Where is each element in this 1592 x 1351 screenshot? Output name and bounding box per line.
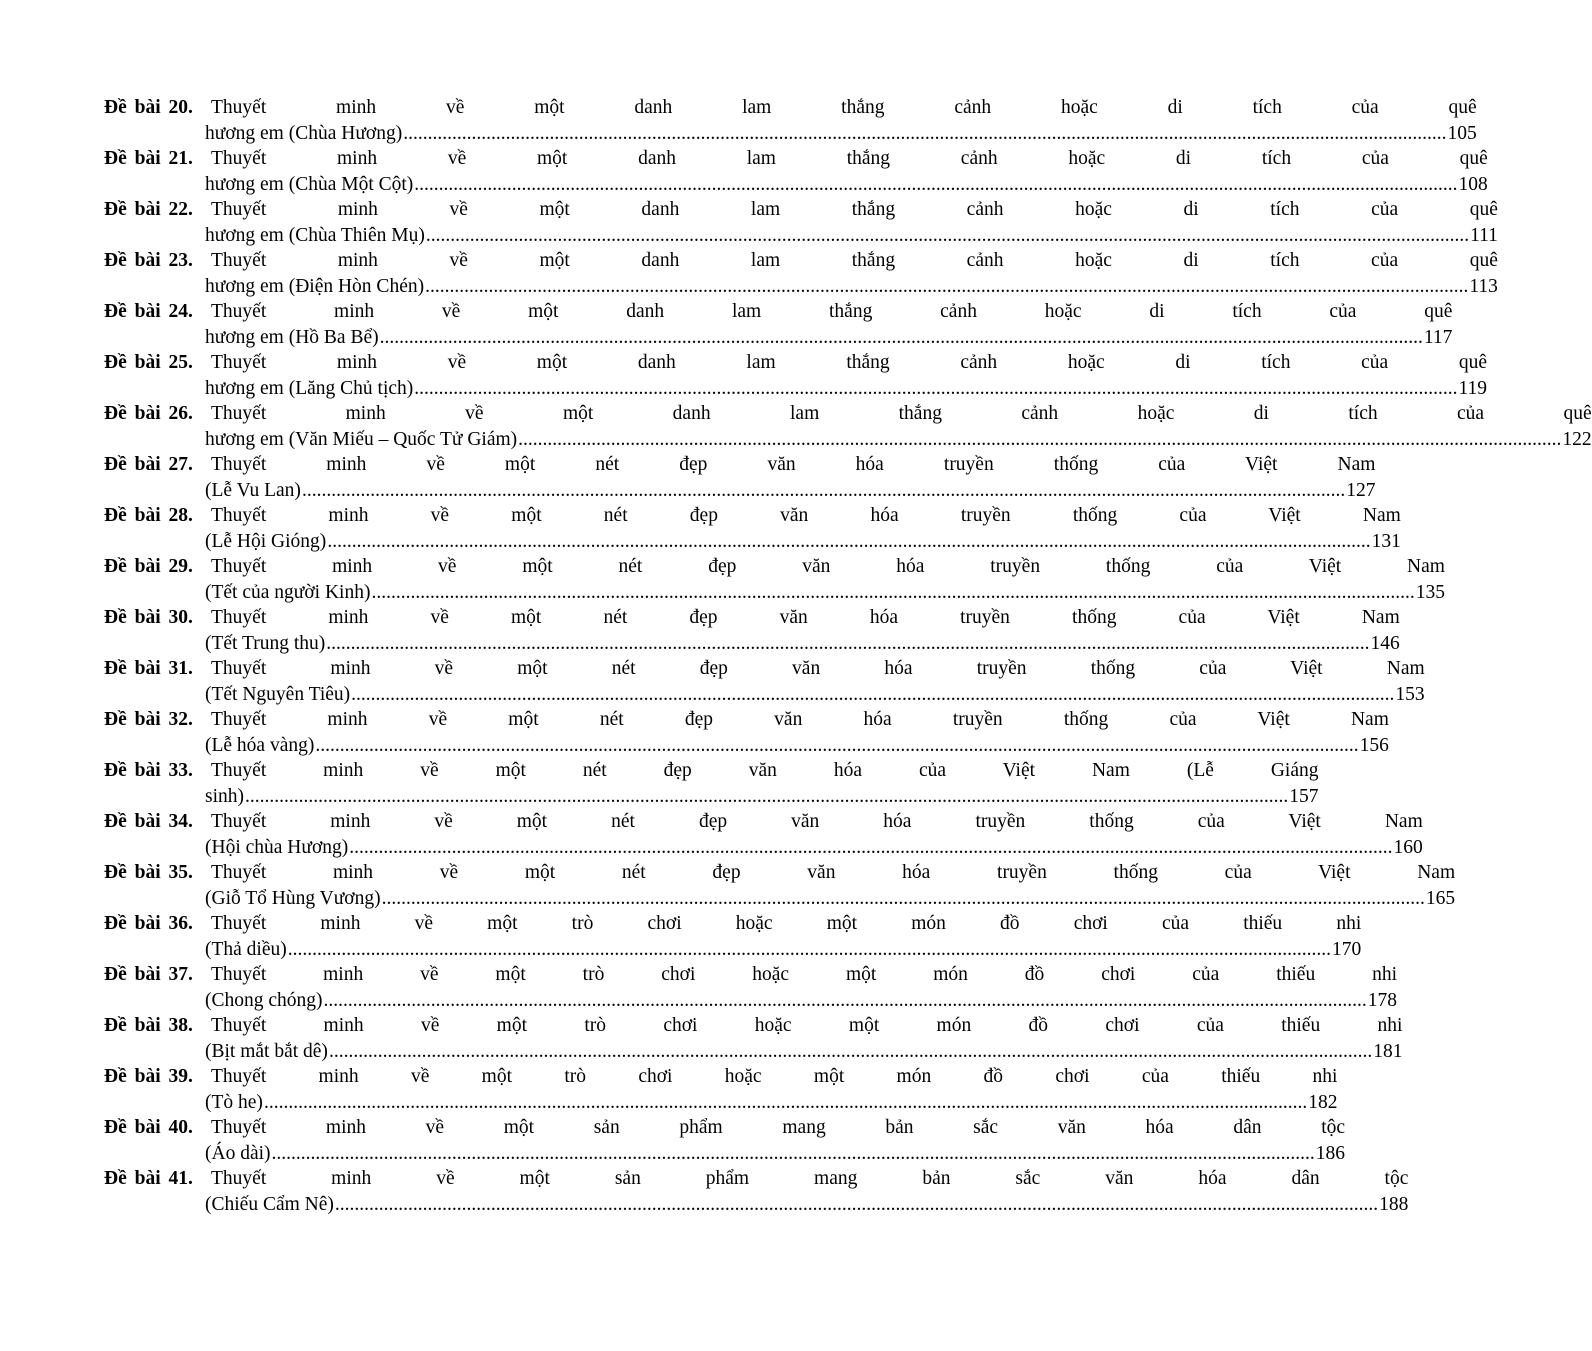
entry-title-rest: (Chong chóng)	[205, 989, 323, 1011]
page-number: 178	[1367, 989, 1398, 1011]
entry-label: Đề bài 39.	[104, 1066, 193, 1087]
entry-label: Đề bài 28.	[104, 505, 193, 526]
toc-entry	[104, 1166, 1409, 1217]
page-number: 181	[1373, 1040, 1403, 1062]
entry-title-first-line: Thuyết minh về một nét đẹp văn hóa truyền thống của Việt Nam	[211, 811, 1423, 832]
dot-leader	[326, 631, 1369, 657]
entry-title-first-line: Thuyết minh về một nét đẹp văn hóa truyền thống của Việt Nam	[211, 658, 1425, 679]
entry-title-first-line: Thuyết minh về một trò chơi hoặc một món đồ chơi của thiếu nhi	[211, 913, 1362, 934]
dot-leader	[414, 376, 1457, 402]
dot-leader	[380, 325, 1423, 351]
entry-second-line	[205, 274, 1498, 300]
entry-second-line	[205, 121, 1477, 147]
toc-entry	[104, 860, 1456, 911]
entry-title-first-line: Thuyết minh về một trò chơi hoặc một món đồ chơi của thiếu nhi	[211, 964, 1398, 985]
page-number: 127	[1346, 479, 1376, 501]
entry-title-first-line: Thuyết minh về một danh lam thắng cảnh hoặc di tích của quê	[211, 250, 1498, 271]
entry-title-first-line: Thuyết minh về một danh lam thắng cảnh hoặc di tích của quê	[211, 199, 1498, 220]
dot-leader	[351, 682, 1394, 708]
toc-entry	[104, 299, 1453, 350]
dot-leader	[329, 1039, 1372, 1065]
entry-label: Đề bài 34.	[104, 811, 193, 832]
toc-entry	[104, 350, 1488, 401]
entry-second-line	[205, 478, 1375, 504]
dot-leader	[302, 478, 1345, 504]
entry-second-line	[205, 1039, 1402, 1065]
entry-second-line	[205, 325, 1452, 351]
entry-title-first-line: Thuyết minh về một danh lam thắng cảnh hoặc di tích của quê	[211, 403, 1592, 424]
toc-entry	[104, 707, 1389, 758]
entry-title-rest: (Giỗ Tổ Hùng Vương)	[205, 887, 381, 909]
toc-entry	[104, 503, 1401, 554]
entry-second-line	[205, 682, 1425, 708]
entry-label: Đề bài 41.	[104, 1168, 193, 1189]
entry-title-first-line: Thuyết minh về một nét đẹp văn hóa truyền thống của Việt Nam	[211, 505, 1401, 526]
dot-leader	[315, 733, 1358, 759]
toc-entry	[104, 197, 1498, 248]
entry-label: Đề bài 26.	[104, 403, 193, 424]
dot-leader	[382, 886, 1425, 912]
entry-label: Đề bài 40.	[104, 1117, 193, 1138]
entry-second-line	[205, 580, 1445, 606]
entry-title-rest: hương em (Hồ Ba Bể)	[205, 326, 379, 348]
entry-label: Đề bài 38.	[104, 1015, 193, 1036]
dot-leader	[414, 172, 1457, 198]
page-number: 186	[1315, 1142, 1346, 1164]
entry-second-line	[205, 835, 1423, 861]
entry-second-line	[205, 631, 1400, 657]
dot-leader	[335, 1192, 1378, 1218]
entry-title-first-line: Thuyết minh về một danh lam thắng cảnh hoặc di tích của quê	[211, 352, 1488, 373]
entry-title-first-line: Thuyết minh về một nét đẹp văn hóa truyền thống của Việt Nam	[211, 862, 1456, 883]
entry-title-rest: (Tết Nguyên Tiêu)	[205, 683, 351, 705]
entry-title-first-line: Thuyết minh về một danh lam thắng cảnh hoặc di tích của quê	[211, 148, 1488, 169]
entry-label: Đề bài 32.	[104, 709, 193, 730]
entry-second-line	[205, 733, 1389, 759]
entry-label: Đề bài 29.	[104, 556, 193, 577]
entry-title-first-line: Thuyết minh về một nét đẹp văn hóa của Việt Nam (Lễ Giáng	[211, 760, 1319, 781]
entry-title-first-line: Thuyết minh về một nét đẹp văn hóa truyền thống của Việt Nam	[211, 556, 1445, 577]
entry-label: Đề bài 23.	[104, 250, 193, 271]
page-number: 122	[1562, 428, 1592, 450]
page-number: 182	[1308, 1091, 1338, 1113]
page-number: 119	[1458, 377, 1488, 399]
entry-title-first-line: Thuyết minh về một nét đẹp văn hóa truyền thống của Việt Nam	[211, 454, 1376, 475]
page-number: 188	[1379, 1193, 1409, 1215]
entry-label: Đề bài 21.	[104, 148, 193, 169]
toc-entry	[104, 1013, 1403, 1064]
page-number: 153	[1395, 683, 1425, 705]
page-number: 165	[1425, 887, 1456, 909]
entry-title-rest: sinh)	[205, 785, 244, 807]
page-number: 131	[1371, 530, 1401, 552]
entry-title-rest: (Áo dài)	[205, 1142, 271, 1164]
toc-entry	[104, 962, 1398, 1013]
toc-entry	[104, 1064, 1338, 1115]
entry-title-rest: hương em (Chùa Hương)	[205, 122, 403, 144]
entry-title-rest: (Lễ hóa vàng)	[205, 734, 315, 756]
entry-title-first-line: Thuyết minh về một sản phẩm mang bản sắc văn hóa dân tộc	[211, 1168, 1409, 1189]
dot-leader	[349, 835, 1392, 861]
dot-leader	[425, 274, 1468, 300]
entry-title-first-line: Thuyết minh về một danh lam thắng cảnh hoặc di tích của quê	[211, 97, 1477, 118]
entry-label: Đề bài 37.	[104, 964, 193, 985]
entry-label: Đề bài 36.	[104, 913, 193, 934]
dot-leader	[245, 784, 1288, 810]
entry-title-first-line: Thuyết minh về một nét đẹp văn hóa truyền thống của Việt Nam	[211, 607, 1400, 628]
toc-entry	[104, 656, 1425, 707]
entry-label: Đề bài 22.	[104, 199, 193, 220]
entry-label: Đề bài 20.	[104, 97, 193, 118]
entry-title-rest: (Thả diều)	[205, 938, 287, 960]
dot-leader	[426, 223, 1469, 249]
entry-label: Đề bài 31.	[104, 658, 193, 679]
entry-title-rest: (Lễ Hội Gióng)	[205, 530, 327, 552]
dot-leader	[518, 427, 1561, 453]
entry-title-rest: (Tò he)	[205, 1091, 263, 1113]
entry-second-line	[205, 376, 1487, 402]
entry-title-rest: hương em (Văn Miếu – Quốc Tử Giám)	[205, 428, 518, 450]
entry-title-first-line: Thuyết minh về một trò chơi hoặc một món đồ chơi của thiếu nhi	[211, 1015, 1403, 1036]
entry-title-first-line: Thuyết minh về một trò chơi hoặc một món đồ chơi của thiếu nhi	[211, 1066, 1338, 1087]
entry-label: Đề bài 30.	[104, 607, 193, 628]
entry-second-line	[205, 988, 1397, 1014]
dot-leader	[403, 121, 1446, 147]
toc-entry	[104, 554, 1445, 605]
entry-second-line	[205, 784, 1319, 810]
page-number: 146	[1370, 632, 1400, 654]
entry-title-first-line: Thuyết minh về một nét đẹp văn hóa truyền thống của Việt Nam	[211, 709, 1389, 730]
entry-second-line	[205, 1090, 1337, 1116]
entry-title-rest: (Hội chùa Hương)	[205, 836, 349, 858]
page-number: 111	[1470, 224, 1498, 246]
entry-title-rest: (Bịt mắt bắt dê)	[205, 1040, 328, 1062]
entry-label: Đề bài 24.	[104, 301, 193, 322]
entry-title-rest: hương em (Lăng Chủ tịch)	[205, 377, 414, 399]
toc-entry	[104, 758, 1319, 809]
toc-entry	[104, 248, 1498, 299]
page-number: 170	[1332, 938, 1362, 960]
table-of-contents	[104, 95, 1592, 1217]
toc-entry	[104, 146, 1488, 197]
entry-label: Đề bài 33.	[104, 760, 193, 781]
entry-second-line	[205, 886, 1455, 912]
entry-second-line	[205, 1141, 1345, 1167]
page-number: 117	[1423, 326, 1453, 348]
entry-title-rest: (Tết của người Kinh)	[205, 581, 371, 603]
entry-label: Đề bài 27.	[104, 454, 193, 475]
entry-second-line	[205, 172, 1488, 198]
entry-title-rest: (Lễ Vu Lan)	[205, 479, 301, 501]
entry-title-rest: (Tết Trung thu)	[205, 632, 326, 654]
entry-title-rest: hương em (Chùa Một Cột)	[205, 173, 414, 195]
entry-label: Đề bài 25.	[104, 352, 193, 373]
entry-second-line	[205, 937, 1361, 963]
toc-entry	[104, 1115, 1346, 1166]
toc-entry	[104, 401, 1592, 452]
page-number: 156	[1359, 734, 1389, 756]
entry-title-rest: hương em (Điện Hòn Chén)	[205, 275, 425, 297]
dot-leader	[272, 1141, 1315, 1167]
dot-leader	[264, 1090, 1307, 1116]
entry-title-first-line: Thuyết minh về một sản phẩm mang bản sắc văn hóa dân tộc	[211, 1117, 1346, 1138]
dot-leader	[288, 937, 1331, 963]
toc-entry	[104, 911, 1362, 962]
dot-leader	[327, 529, 1370, 555]
entry-label: Đề bài 35.	[104, 862, 193, 883]
toc-entry	[104, 809, 1423, 860]
entry-second-line	[205, 1192, 1408, 1218]
entry-title-rest: (Chiếu Cẩm Nê)	[205, 1193, 334, 1215]
dot-leader	[324, 988, 1367, 1014]
entry-second-line	[205, 529, 1401, 555]
toc-entry	[104, 452, 1376, 503]
toc-entry	[104, 605, 1400, 656]
page-number: 135	[1415, 581, 1445, 603]
entry-second-line	[205, 223, 1498, 249]
page-number: 108	[1458, 173, 1488, 195]
page-number: 105	[1447, 122, 1477, 144]
toc-entry	[104, 95, 1477, 146]
dot-leader	[371, 580, 1414, 606]
page-number: 113	[1469, 275, 1498, 297]
entry-title-rest: hương em (Chùa Thiên Mụ)	[205, 224, 425, 246]
entry-second-line	[205, 427, 1592, 453]
page-number: 157	[1289, 785, 1319, 807]
page-number: 160	[1393, 836, 1423, 858]
entry-title-first-line: Thuyết minh về một danh lam thắng cảnh hoặc di tích của quê	[211, 301, 1453, 322]
